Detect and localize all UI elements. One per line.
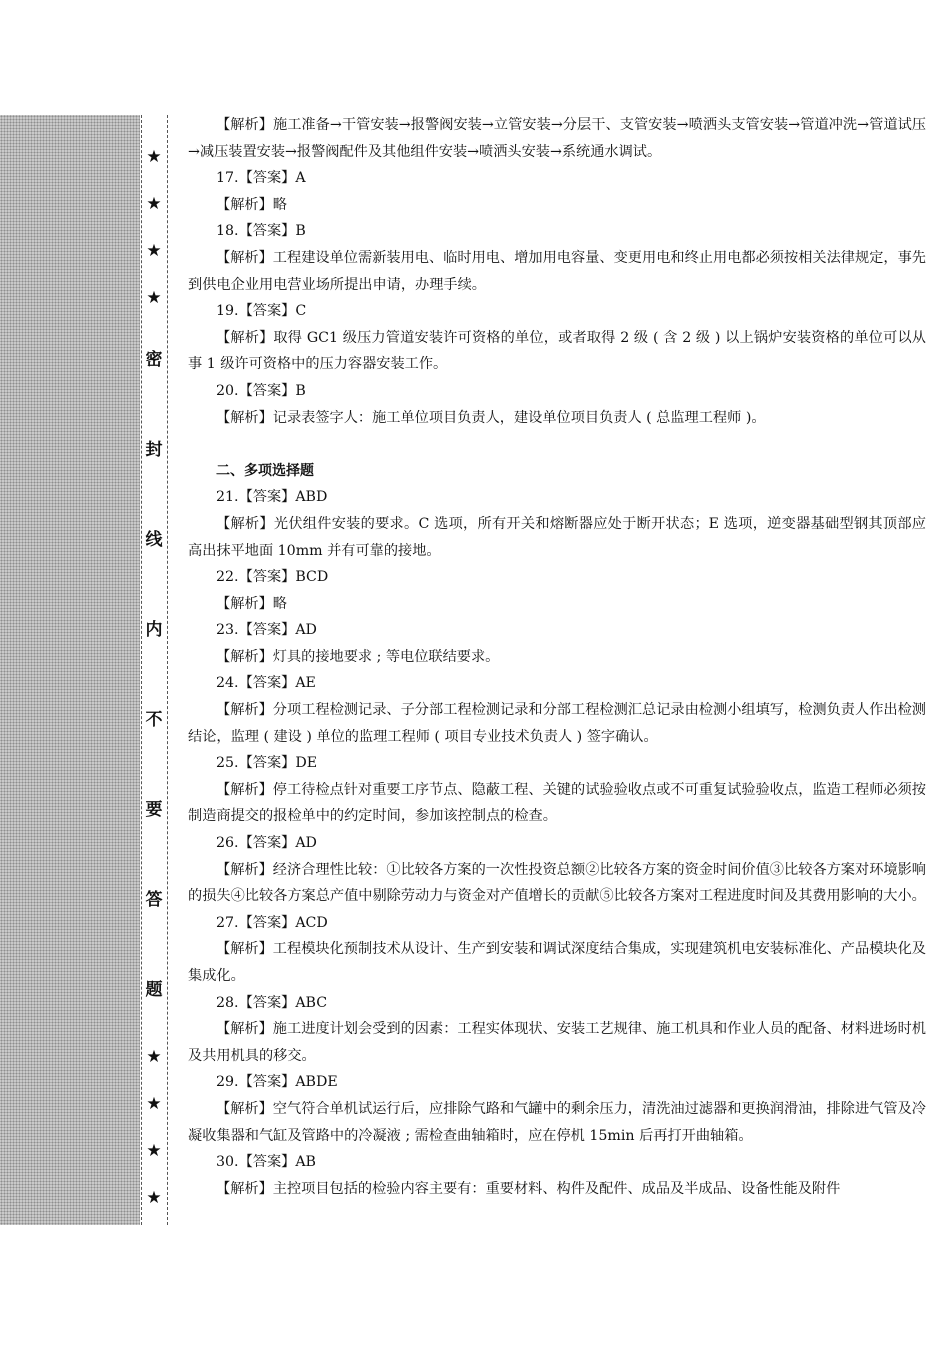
analysis-paragraph: 【解析】分项工程检测记录、子分部工程检测记录和分部工程检测汇总记录由检测小组填写，检测负责人作出检测结论，监理 ( 建设 ) 单位的监理工程师 ( 项目专业技术负责人 ) 签字确认。 (188, 702, 926, 745)
seal-char: 要 (142, 798, 166, 822)
answer-line: 24.【答案】AE (216, 675, 316, 692)
analysis-paragraph: 【解析】略 (216, 196, 287, 213)
answer-line: 25.【答案】DE (216, 755, 318, 772)
answer-line: 20.【答案】B (216, 382, 306, 399)
seal-char: ★ (142, 145, 166, 169)
answer-line: 26.【答案】AD (216, 835, 317, 852)
seal-char: ★ (142, 286, 166, 310)
answer-line: 29.【答案】ABDE (216, 1074, 338, 1091)
analysis-paragraph: 【解析】空气符合单机试运行后，应排除气路和气罐中的剩余压力，清洗油过滤器和更换润滑油，排除进气管及冷凝收集器和气缸及管路中的冷凝液 ; 需检查曲轴箱时，应在停机 15min 后再打开曲轴箱。 (188, 1100, 926, 1144)
seal-char: 线 (142, 528, 166, 552)
seal-char: ★ (142, 239, 166, 263)
answer-line: 21.【答案】ABD (216, 489, 328, 506)
answer-line: 30.【答案】AB (216, 1154, 316, 1171)
answer-line: 18.【答案】B (216, 223, 306, 240)
seal-char: ★ (142, 1186, 166, 1210)
analysis-paragraph: 【解析】工程建设单位需新装用电、临时用电、增加用电容量、变更用电和终止用电都必须按相关法律规定，事先到供电企业用电营业场所提出申请，办理手续。 (188, 249, 926, 293)
answer-line: 23.【答案】AD (216, 622, 317, 639)
answer-line: 19.【答案】C (216, 303, 307, 320)
seal-char: 不 (142, 708, 166, 732)
analysis-paragraph: 【解析】记录表签字人：施工单位项目负责人，建设单位项目负责人 ( 总监理工程师 )。 (216, 409, 766, 426)
answer-line: 27.【答案】ACD (216, 914, 328, 931)
analysis-paragraph: 【解析】光伏组件安装的要求。C 选项，所有开关和熔断器应处于断开状态；E 选项，逆变器基础型钢其顶部应高出抹平地面 10mm 并有可靠的接地。 (188, 515, 926, 559)
seal-char: ★ (142, 192, 166, 216)
analysis-paragraph: 【解析】略 (216, 595, 287, 612)
answer-content (188, 112, 926, 1202)
seal-char: 答 (142, 888, 166, 912)
seal-char: 题 (142, 978, 166, 1002)
seal-notice-column (142, 145, 166, 1210)
seal-char: ★ (142, 1045, 166, 1069)
cut-line-right (167, 115, 168, 1225)
analysis-paragraph: 【解析】停工待检点针对重要工序节点、隐蔽工程、关键的试验验收点或不可重复试验验收点，监造工程师必须按制造商提交的报检单中的约定时间，参加该控制点的检查。 (188, 781, 926, 825)
answer-line: 22.【答案】BCD (216, 569, 329, 586)
seal-char: 封 (142, 438, 166, 462)
seal-char: ★ (142, 1139, 166, 1163)
analysis-paragraph: 【解析】经济合理性比较：①比较各方案的一次性投资总额②比较各方案的资金时间价值③比较各方案对环境影响的损失④比较各方案总产值中剔除劳动力与资金对产值增长的贡献⑤比较各方案对工程进度时间及其费用影响的大小。 (188, 861, 926, 905)
analysis-paragraph: 【解析】施工准备→干管安装→报警阀安装→立管安装→分层干、支管安装→喷洒头支管安装→管道冲洗→管道试压→减压装置安装→报警阀配件及其他组件安装→喷洒头安装→系统通水调试。 (188, 117, 926, 160)
answer-line: 28.【答案】ABC (216, 994, 328, 1011)
seal-char: 内 (142, 618, 166, 642)
analysis-paragraph: 【解析】取得 GC1 级压力管道安装许可资格的单位，或者取得 2 级 ( 含 2 级 ) 以上锅炉安装资格的单位可以从事 1 级许可资格中的压力容器安装工作。 (188, 329, 926, 373)
analysis-paragraph: 【解析】施工进度计划会受到的因素：工程实体现状、安装工艺规律、施工机具和作业人员的配备、材料进场时机及共用机具的移交。 (188, 1021, 926, 1064)
seal-char: ★ (142, 1092, 166, 1116)
binding-margin-strip (0, 115, 140, 1225)
seal-char: 密 (142, 348, 166, 372)
analysis-paragraph: 【解析】工程模块化预制技术从设计、生产到安装和调试深度结合集成，实现建筑机电安装标准化、产品模块化及集成化。 (188, 941, 926, 984)
answer-line: 17.【答案】A (216, 170, 306, 187)
section-heading: 二、多项选择题 (216, 462, 314, 479)
analysis-paragraph: 【解析】主控项目包括的检验内容主要有：重要材料、构件及配件、成品及半成品、设备性能及附件 (216, 1180, 841, 1197)
analysis-paragraph: 【解析】灯具的接地要求 ; 等电位联结要求。 (216, 648, 500, 665)
